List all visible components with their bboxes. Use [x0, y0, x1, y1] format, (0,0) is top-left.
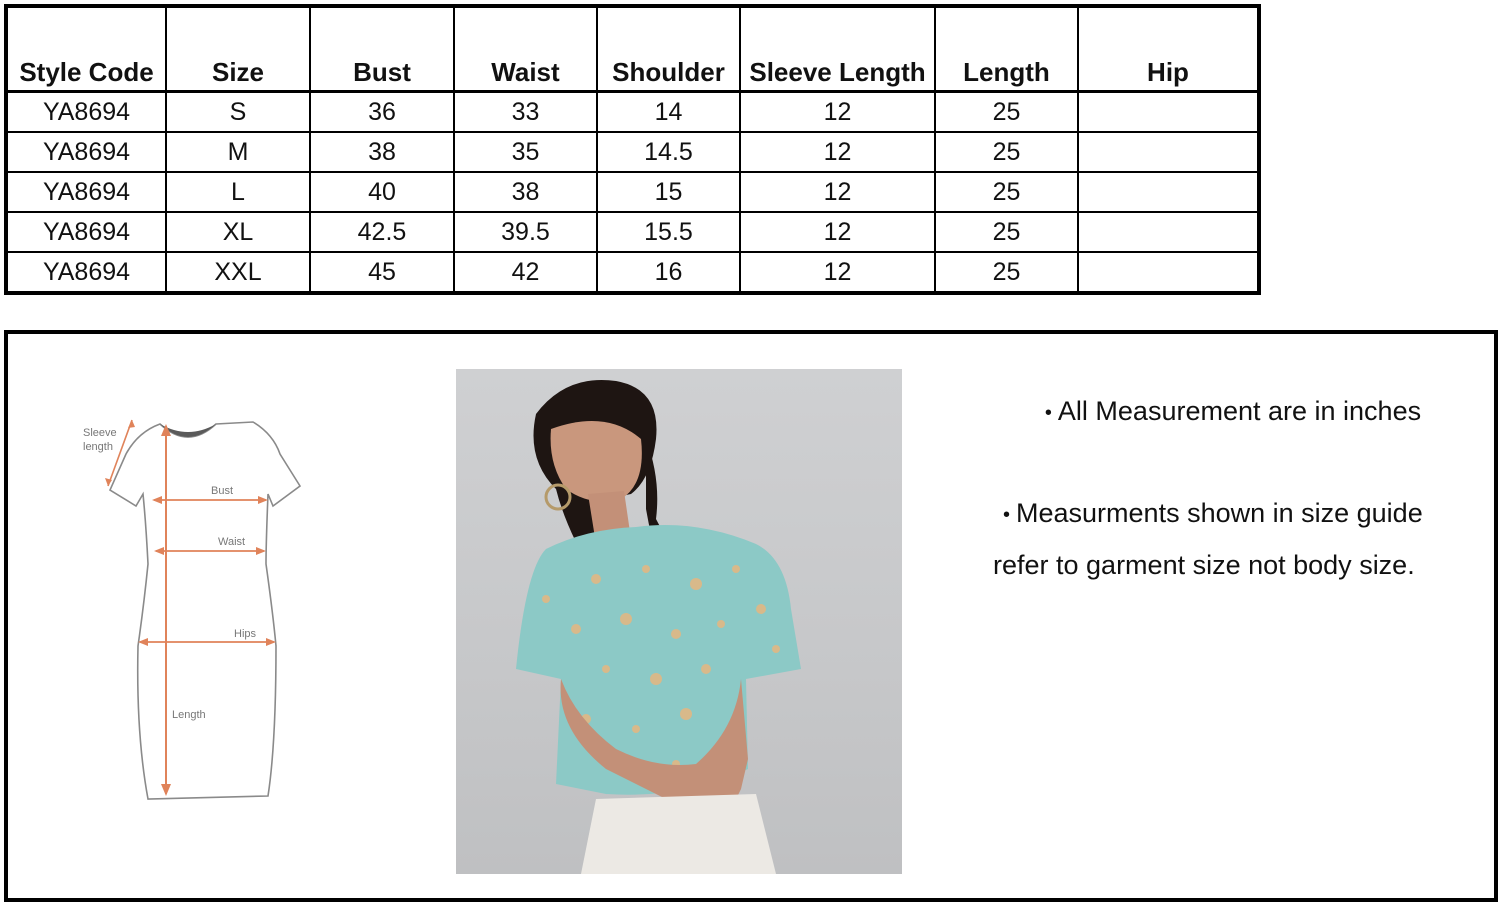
header-waist: Waist: [454, 6, 597, 92]
header-hip: Hip: [1078, 6, 1259, 92]
cell-style-code: YA8694: [6, 212, 166, 252]
bullet-icon: •: [1044, 401, 1052, 424]
blouse: [516, 525, 801, 795]
cell-waist: 33: [454, 92, 597, 133]
cell-shoulder: 15.5: [597, 212, 740, 252]
size-chart-table: [4, 4, 1261, 295]
pants: [581, 794, 776, 874]
cell-length: 25: [935, 92, 1078, 133]
note-units: [993, 386, 1463, 438]
table-header-row: [6, 6, 1259, 92]
cell-hip: [1078, 252, 1259, 293]
label-sleeve-1: Sleeve: [83, 427, 117, 439]
cell-bust: 42.5: [310, 212, 454, 252]
table-row: [6, 132, 1259, 172]
measurement-diagram: [68, 414, 328, 814]
table-row: [6, 252, 1259, 293]
note-garment-size-line-2: refer to garment size not body size.: [993, 549, 1415, 580]
cell-shoulder: 15: [597, 172, 740, 212]
cell-bust: 36: [310, 92, 454, 133]
cell-hip: [1078, 172, 1259, 212]
cell-length: 25: [935, 252, 1078, 293]
cell-style-code: YA8694: [6, 252, 166, 293]
cell-style-code: YA8694: [6, 92, 166, 133]
bullet-icon: •: [1003, 503, 1011, 526]
note-garment-size-line-1: Measurments shown in size guide: [1016, 497, 1423, 528]
cell-waist: 35: [454, 132, 597, 172]
cell-shoulder: 16: [597, 252, 740, 293]
cell-sleeve-length: 12: [740, 252, 935, 293]
cell-sleeve-length: 12: [740, 132, 935, 172]
table-row: [6, 172, 1259, 212]
size-notes: [993, 386, 1463, 590]
cell-size: L: [166, 172, 310, 212]
cell-length: 25: [935, 172, 1078, 212]
header-length: Length: [935, 6, 1078, 92]
note-units-text: All Measurement are in inches: [1057, 396, 1422, 426]
product-photo: [456, 369, 902, 874]
cell-size: XXL: [166, 252, 310, 293]
header-shoulder: Shoulder: [597, 6, 740, 92]
label-length: Length: [172, 709, 206, 721]
cell-bust: 40: [310, 172, 454, 212]
header-sleeve-length: Sleeve Length: [740, 6, 935, 92]
label-sleeve-2: length: [83, 441, 113, 453]
cell-length: 25: [935, 212, 1078, 252]
header-size: Size: [166, 6, 310, 92]
garment-outline: [110, 422, 300, 799]
cell-length: 25: [935, 132, 1078, 172]
cell-bust: 38: [310, 132, 454, 172]
header-style-code: Style Code: [6, 6, 166, 92]
size-guide-info-box: [4, 330, 1498, 902]
cell-sleeve-length: 12: [740, 92, 935, 133]
cell-style-code: YA8694: [6, 132, 166, 172]
label-bust: Bust: [211, 485, 234, 497]
cell-shoulder: 14: [597, 92, 740, 133]
cell-waist: 42: [454, 252, 597, 293]
model-illustration: [456, 369, 902, 874]
table-row: [6, 212, 1259, 252]
cell-waist: 39.5: [454, 212, 597, 252]
sleeve-arrowhead-top: [128, 420, 135, 428]
cell-waist: 38: [454, 172, 597, 212]
cell-hip: [1078, 92, 1259, 133]
cell-size: XL: [166, 212, 310, 252]
table-row: [6, 92, 1259, 133]
cell-size: M: [166, 132, 310, 172]
cell-sleeve-length: 12: [740, 172, 935, 212]
cell-shoulder: 14.5: [597, 132, 740, 172]
cell-sleeve-length: 12: [740, 212, 935, 252]
cell-hip: [1078, 212, 1259, 252]
note-garment-size: [993, 488, 1463, 590]
cell-style-code: YA8694: [6, 172, 166, 212]
label-waist: Waist: [218, 536, 246, 548]
cell-hip: [1078, 132, 1259, 172]
label-hips: Hips: [234, 628, 257, 640]
cell-size: S: [166, 92, 310, 133]
cell-bust: 45: [310, 252, 454, 293]
header-bust: Bust: [310, 6, 454, 92]
